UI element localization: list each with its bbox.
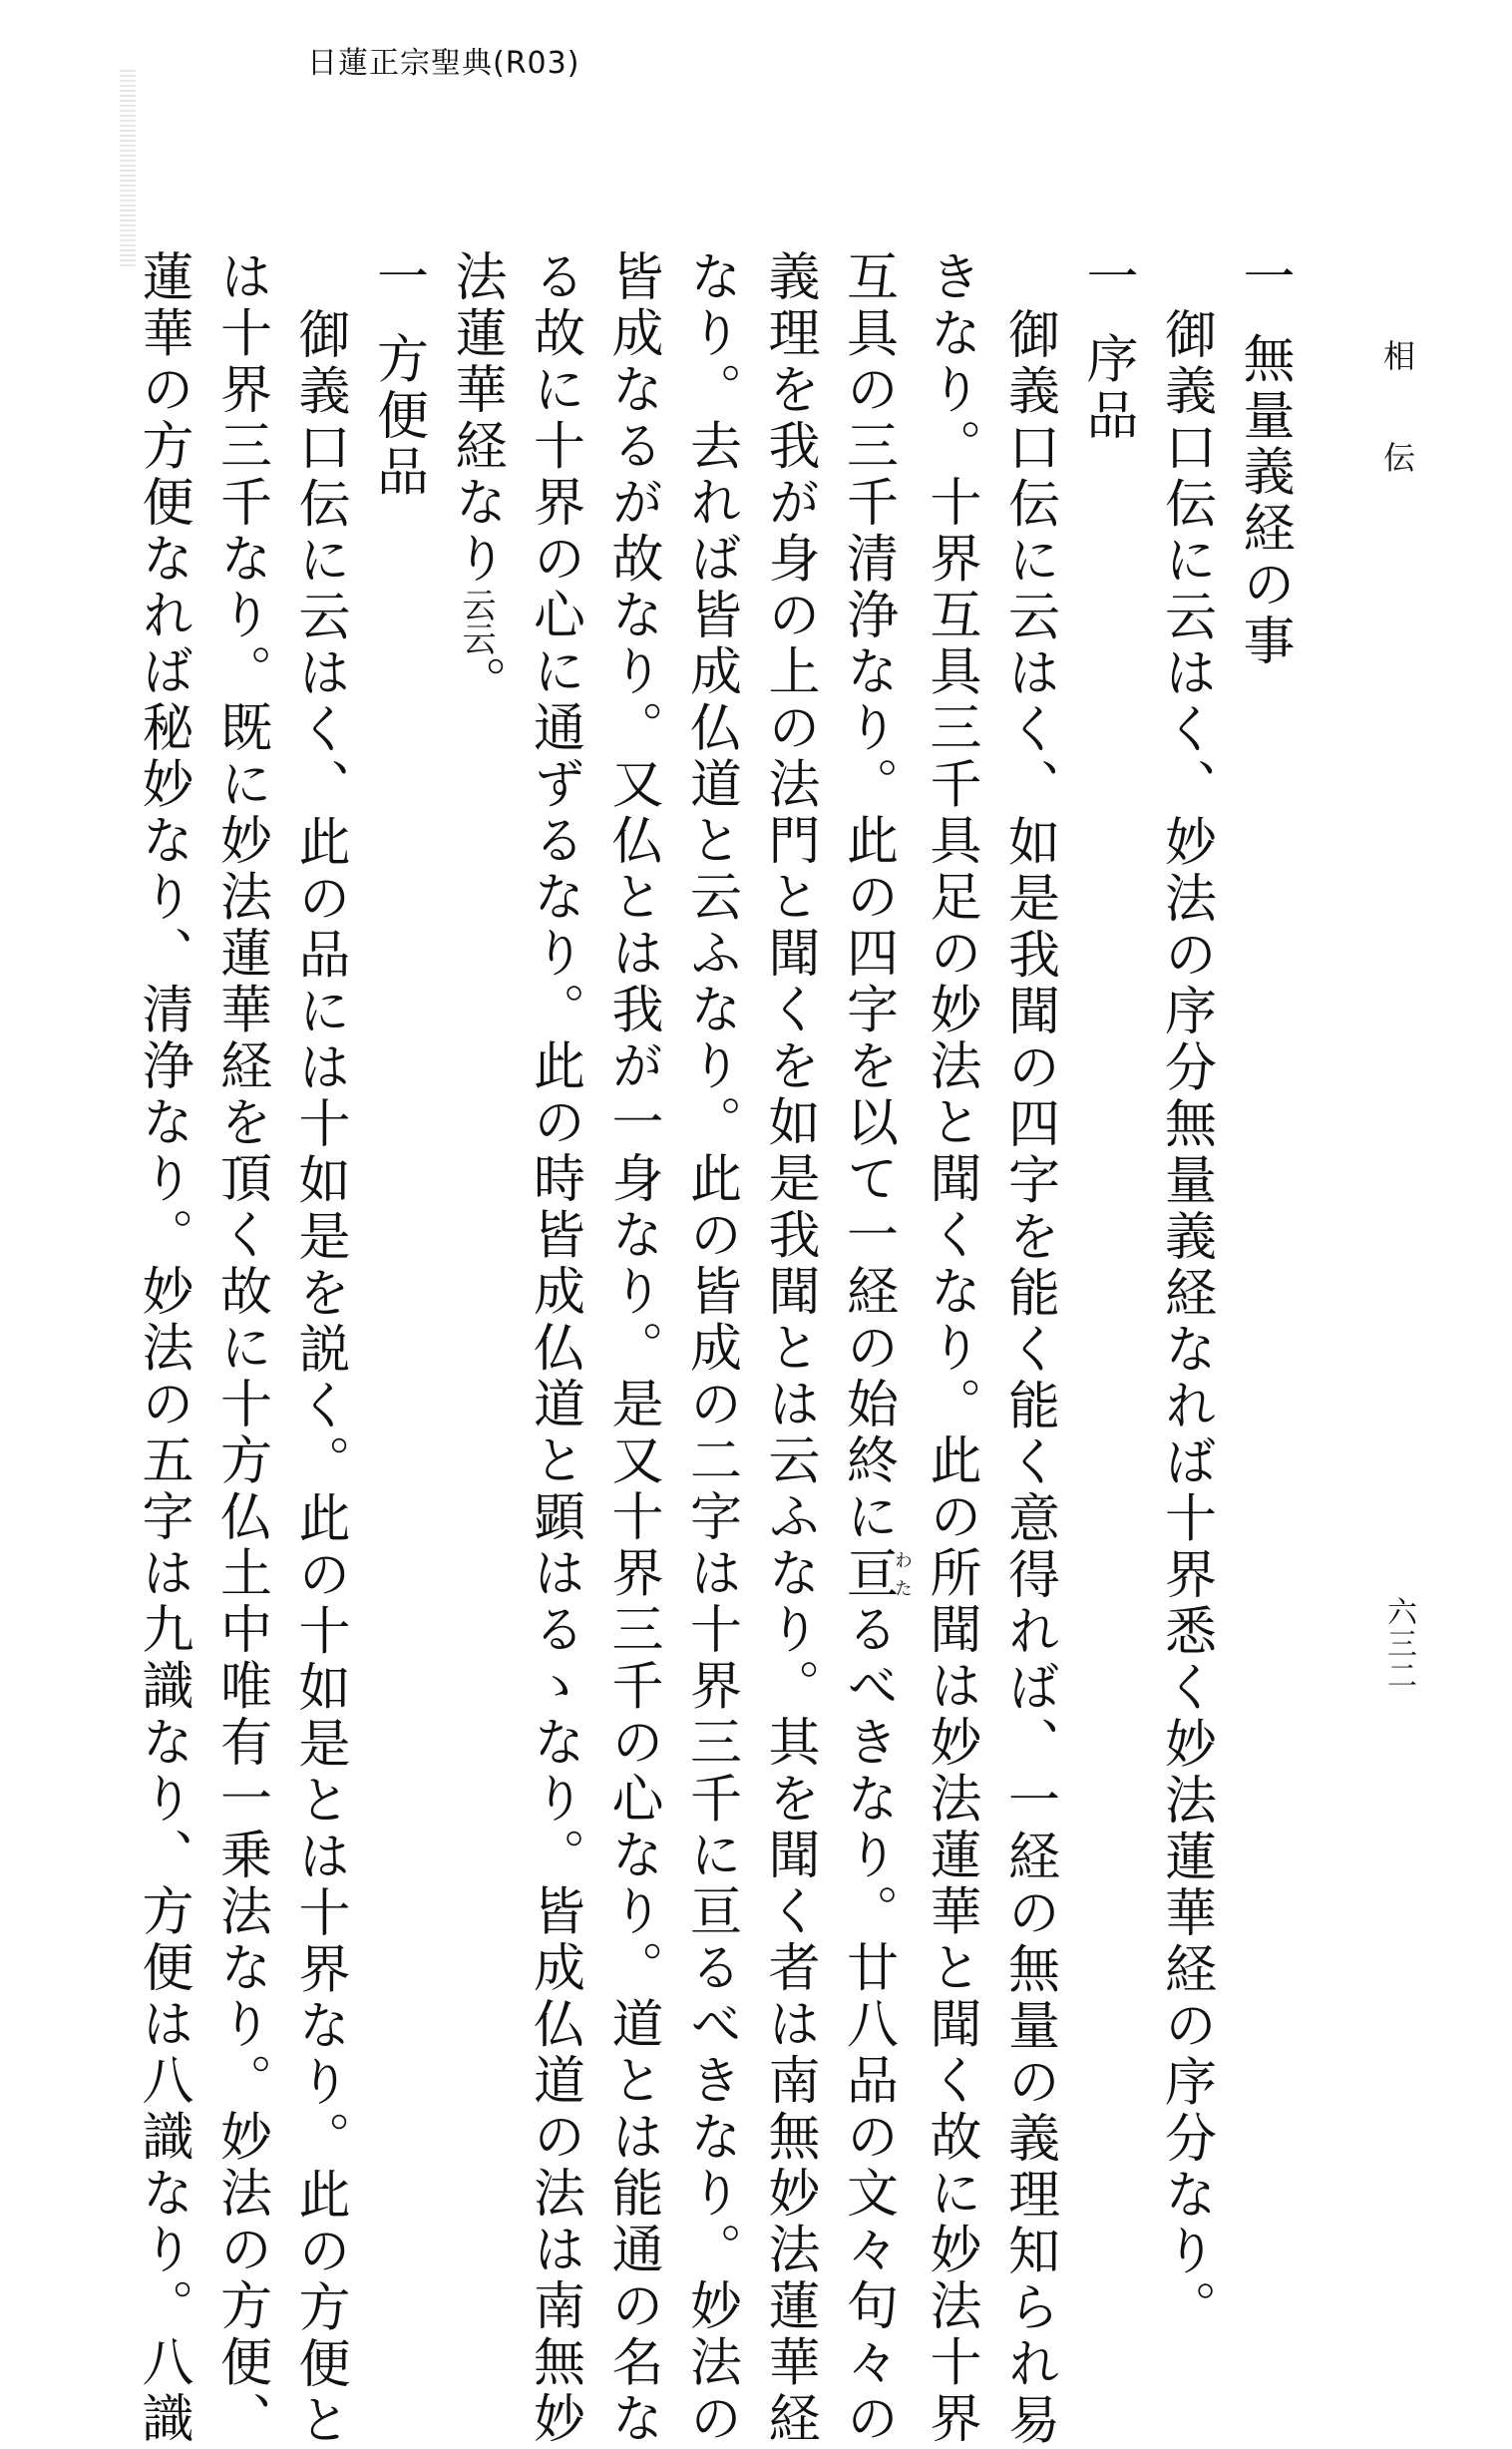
- text-line: 義理を我が身の上の法門と聞くを如是我聞とは云ふなり。其を聞く者は南無妙法蓮華経: [759, 249, 819, 2448]
- text-segment: るべきなり。廿八品の文々句々の: [837, 1602, 898, 2448]
- text-line: 御義口伝に云はく、妙法の序分無量義経なれば十界悉く妙法蓮華経の序分なり。: [1155, 307, 1216, 2336]
- ruby-reading: わた: [892, 1545, 913, 1602]
- ruby-base: 亘: [837, 1545, 898, 1602]
- text-segment: 互具の三千清浄なり。此の四字を以て一経の始終に: [837, 249, 898, 1546]
- section-heading: [1225, 249, 1304, 1965]
- heading-dash: 一: [1077, 249, 1137, 306]
- heading-dash: 一: [1234, 249, 1294, 306]
- heading-text: 無量義経の事: [1234, 331, 1294, 670]
- text-line: なり。去れば皆成仏道と云ふなり。此の皆成の二字は十界三千に亘るべきなり。妙法の: [680, 249, 741, 2448]
- text-line: 御義口伝に云はく、如是我聞の四字を能く能く意得れば、一経の無量の義理知られ易: [998, 307, 1059, 2449]
- text-line: は十界三千なり。既に妙法蓮華経を頂く故に十方仏土中唯有一乗法なり。妙法の方便、: [210, 249, 271, 2448]
- text-line: きなり。十界互具三千具足の妙法と聞くなり。此の所聞は妙法蓮華と聞く故に妙法十界: [921, 249, 980, 2448]
- small-annotation: 云云: [456, 588, 496, 655]
- text-line: 蓮華の方便なれば秘妙なり、清浄なり。妙法の五字は九識なり、方便は八識なり。八識: [133, 249, 192, 2448]
- ruby-annotation: [837, 1545, 913, 1603]
- text-line: る故に十界の心に通ずるなり。此の時皆成仏道と顕はるゝなり。皆成仏道の法は南無妙: [524, 249, 584, 2448]
- scan-artifact: [120, 70, 136, 269]
- heading-text: 方便品: [367, 331, 428, 501]
- text-line: [828, 249, 913, 2448]
- heading-text: 序品: [1077, 331, 1137, 445]
- text-line: 皆成なるが故なり。又仏とは我が一身なり。是又十界三千の心なり。道とは能通の名な: [602, 249, 662, 2448]
- text-body: [133, 249, 1303, 2449]
- text-line: [437, 249, 516, 1965]
- text-segment: 法蓮華経なり: [446, 249, 506, 588]
- section-heading: [358, 249, 437, 1965]
- running-title: 相伝: [1378, 339, 1416, 543]
- heading-dash: 一: [367, 249, 428, 306]
- page-number: 六三二: [1381, 1596, 1416, 1692]
- section-heading: [1068, 249, 1147, 1965]
- text-line: 御義口伝に云はく、此の品には十如是を説く。此の十如是とは十界なり。此の方便と: [289, 307, 349, 2449]
- page-header: 日蓮正宗聖典(R03): [307, 46, 580, 81]
- text-segment: 。: [446, 655, 506, 712]
